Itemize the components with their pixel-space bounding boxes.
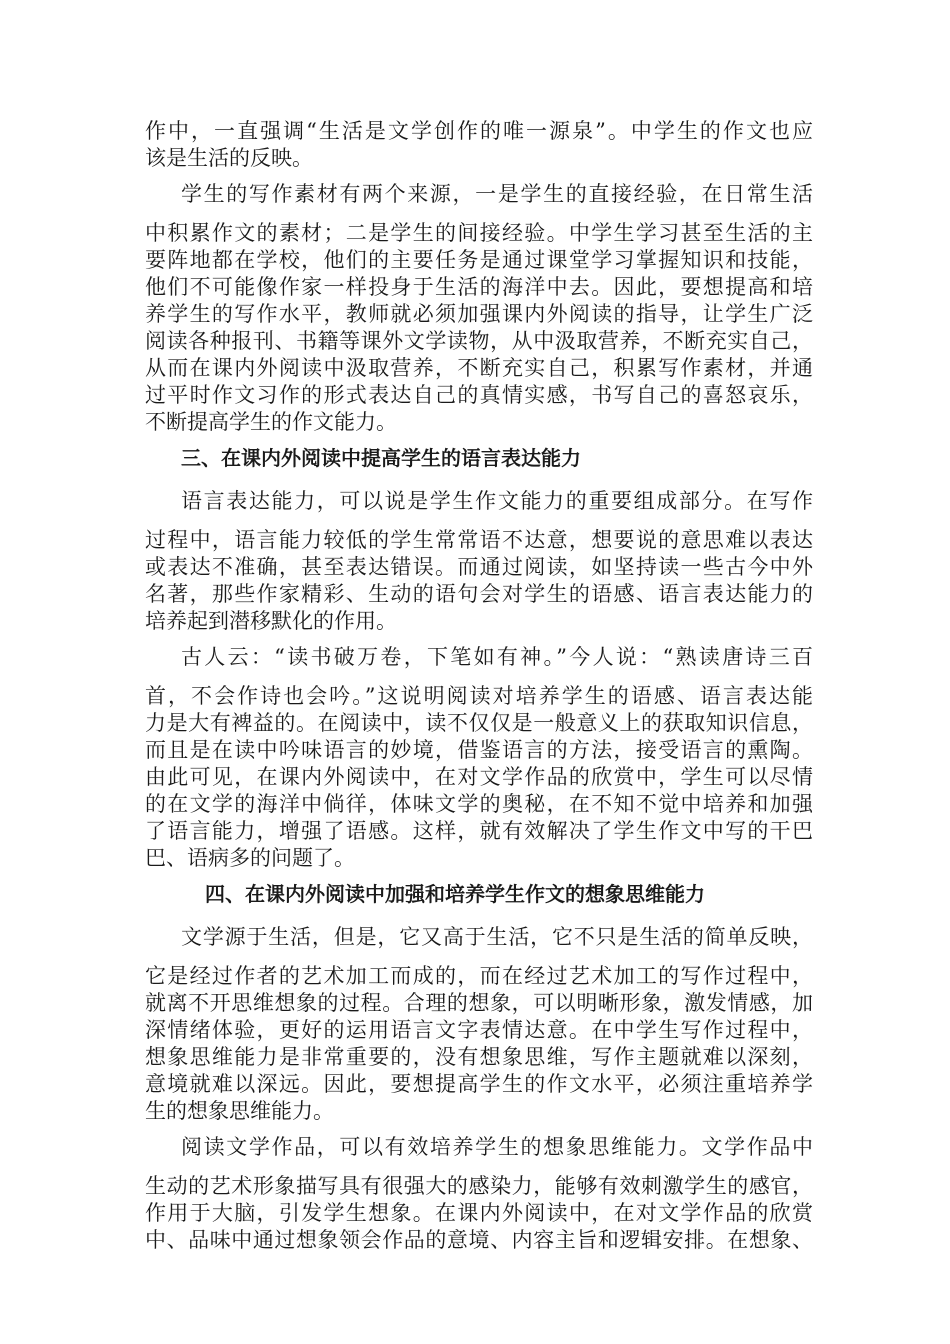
text-line: 由此可见，在课内外阅读中，在对文学作品的欣赏中，学生可以尽情 — [145, 765, 813, 789]
text-line: 作中，一直强调“生活是文学创作的唯一源泉”。中学生的作文也应 — [145, 119, 813, 143]
text-line: 阅读各种报刊、书籍等课外文学读物，从中汲取营养，不断充实自己， — [145, 329, 813, 353]
text-line: 阅读文学作品，可以有效培养学生的想象思维能力。文学作品中 — [181, 1135, 813, 1159]
text-line: 要阵地都在学校，他们的主要任务是通过课堂学习掌握知识和技能， — [145, 248, 813, 272]
text-line: 中、品味中通过想象领会作品的意境、内容主旨和逻辑安排。在想象、 — [145, 1228, 813, 1252]
text-line: 从而在课内外阅读中汲取营养，不断充实自己，积累写作素材，并通 — [145, 356, 813, 380]
text-line: 深情绪体验，更好的运用语言文字表情达意。在中学生写作过程中， — [145, 1018, 813, 1042]
text-line: 就离不开思维想象的过程。合理的想象，可以明晰形象，激发情感，加 — [145, 991, 813, 1015]
text-line: 过程中，语言能力较低的学生常常语不达意，想要说的意思难以表达 — [145, 528, 813, 552]
section-heading: 四、在课内外阅读中加强和培养学生作文的想象思维能力 — [205, 882, 705, 906]
text-line: 培养起到潜移默化的作用。 — [145, 609, 397, 633]
section-heading: 三、在课内外阅读中提高学生的语言表达能力 — [181, 446, 581, 470]
text-line: 养学生的写作水平，教师就必须加强课内外阅读的指导，让学生广泛 — [145, 302, 813, 326]
document-page — [145, 118, 813, 1254]
text-line: 过平时作文习作的形式表达自己的真情实感，书写自己的喜怒哀乐， — [145, 383, 813, 407]
text-line: 中积累作文的素材；二是学生的间接经验。中学生学习甚至生活的主 — [145, 221, 813, 245]
text-line: 了语言能力，增强了语感。这样，就有效解决了学生作文中写的干巴 — [145, 819, 813, 843]
text-line: 该是生活的反映。 — [145, 146, 313, 170]
text-line: 文学源于生活，但是，它又高于生活，它不只是生活的简单反映， — [181, 925, 813, 949]
paragraph — [145, 488, 813, 635]
text-line: 生的想象思维能力。 — [145, 1099, 334, 1123]
text-line: 学生的写作素材有两个来源，一是学生的直接经验，在日常生活 — [181, 182, 813, 206]
text-line: 古人云：“读书破万卷，下笔如有神。”今人说：“熟读唐诗三百 — [181, 645, 813, 669]
text-line: 想象思维能力是非常重要的，没有想象思维，写作主题就难以深刻， — [145, 1045, 813, 1069]
text-line: 他们不可能像作家一样投身于生活的海洋中去。因此，要想提高和培 — [145, 275, 813, 299]
paragraph — [145, 924, 813, 1125]
paragraph — [145, 644, 813, 872]
paragraph — [145, 181, 813, 436]
text-line: 的在文学的海洋中倘徉，体味文学的奥秘，在不知不觉中培养和加强 — [145, 792, 813, 816]
paragraph — [145, 1134, 813, 1254]
paragraph-continuation — [145, 118, 813, 172]
text-line: 力是大有裨益的。在阅读中，读不仅仅是一般意义上的获取知识信息， — [145, 711, 813, 735]
text-line: 名著，那些作家精彩、生动的语句会对学生的语感、语言表达能力的 — [145, 582, 813, 606]
text-line: 意境就难以深远。因此，要想提高学生的作文水平，必须注重培养学 — [145, 1072, 813, 1096]
text-line: 首，不会作诗也会吟。”这说明阅读对培养学生的语感、语言表达能 — [145, 684, 813, 708]
text-line: 不断提高学生的作文能力。 — [145, 410, 397, 434]
text-line: 语言表达能力，可以说是学生作文能力的重要组成部分。在写作 — [181, 489, 813, 513]
text-line: 作用于大脑，引发学生想象。在课内外阅读中，在对文学作品的欣赏 — [145, 1201, 813, 1225]
text-line: 它是经过作者的艺术加工而成的，而在经过艺术加工的写作过程中， — [145, 964, 813, 988]
text-line: 巴、语病多的问题了。 — [145, 846, 355, 870]
text-line: 生动的艺术形象描写具有很强大的感染力，能够有效刺激学生的感官， — [145, 1174, 813, 1198]
text-line: 或表达不准确，甚至表达错误。而通过阅读，如坚持读一些古今中外 — [145, 555, 813, 579]
text-line: 而且是在读中吟味语言的妙境，借鉴语言的方法，接受语言的熏陶。 — [145, 738, 813, 762]
